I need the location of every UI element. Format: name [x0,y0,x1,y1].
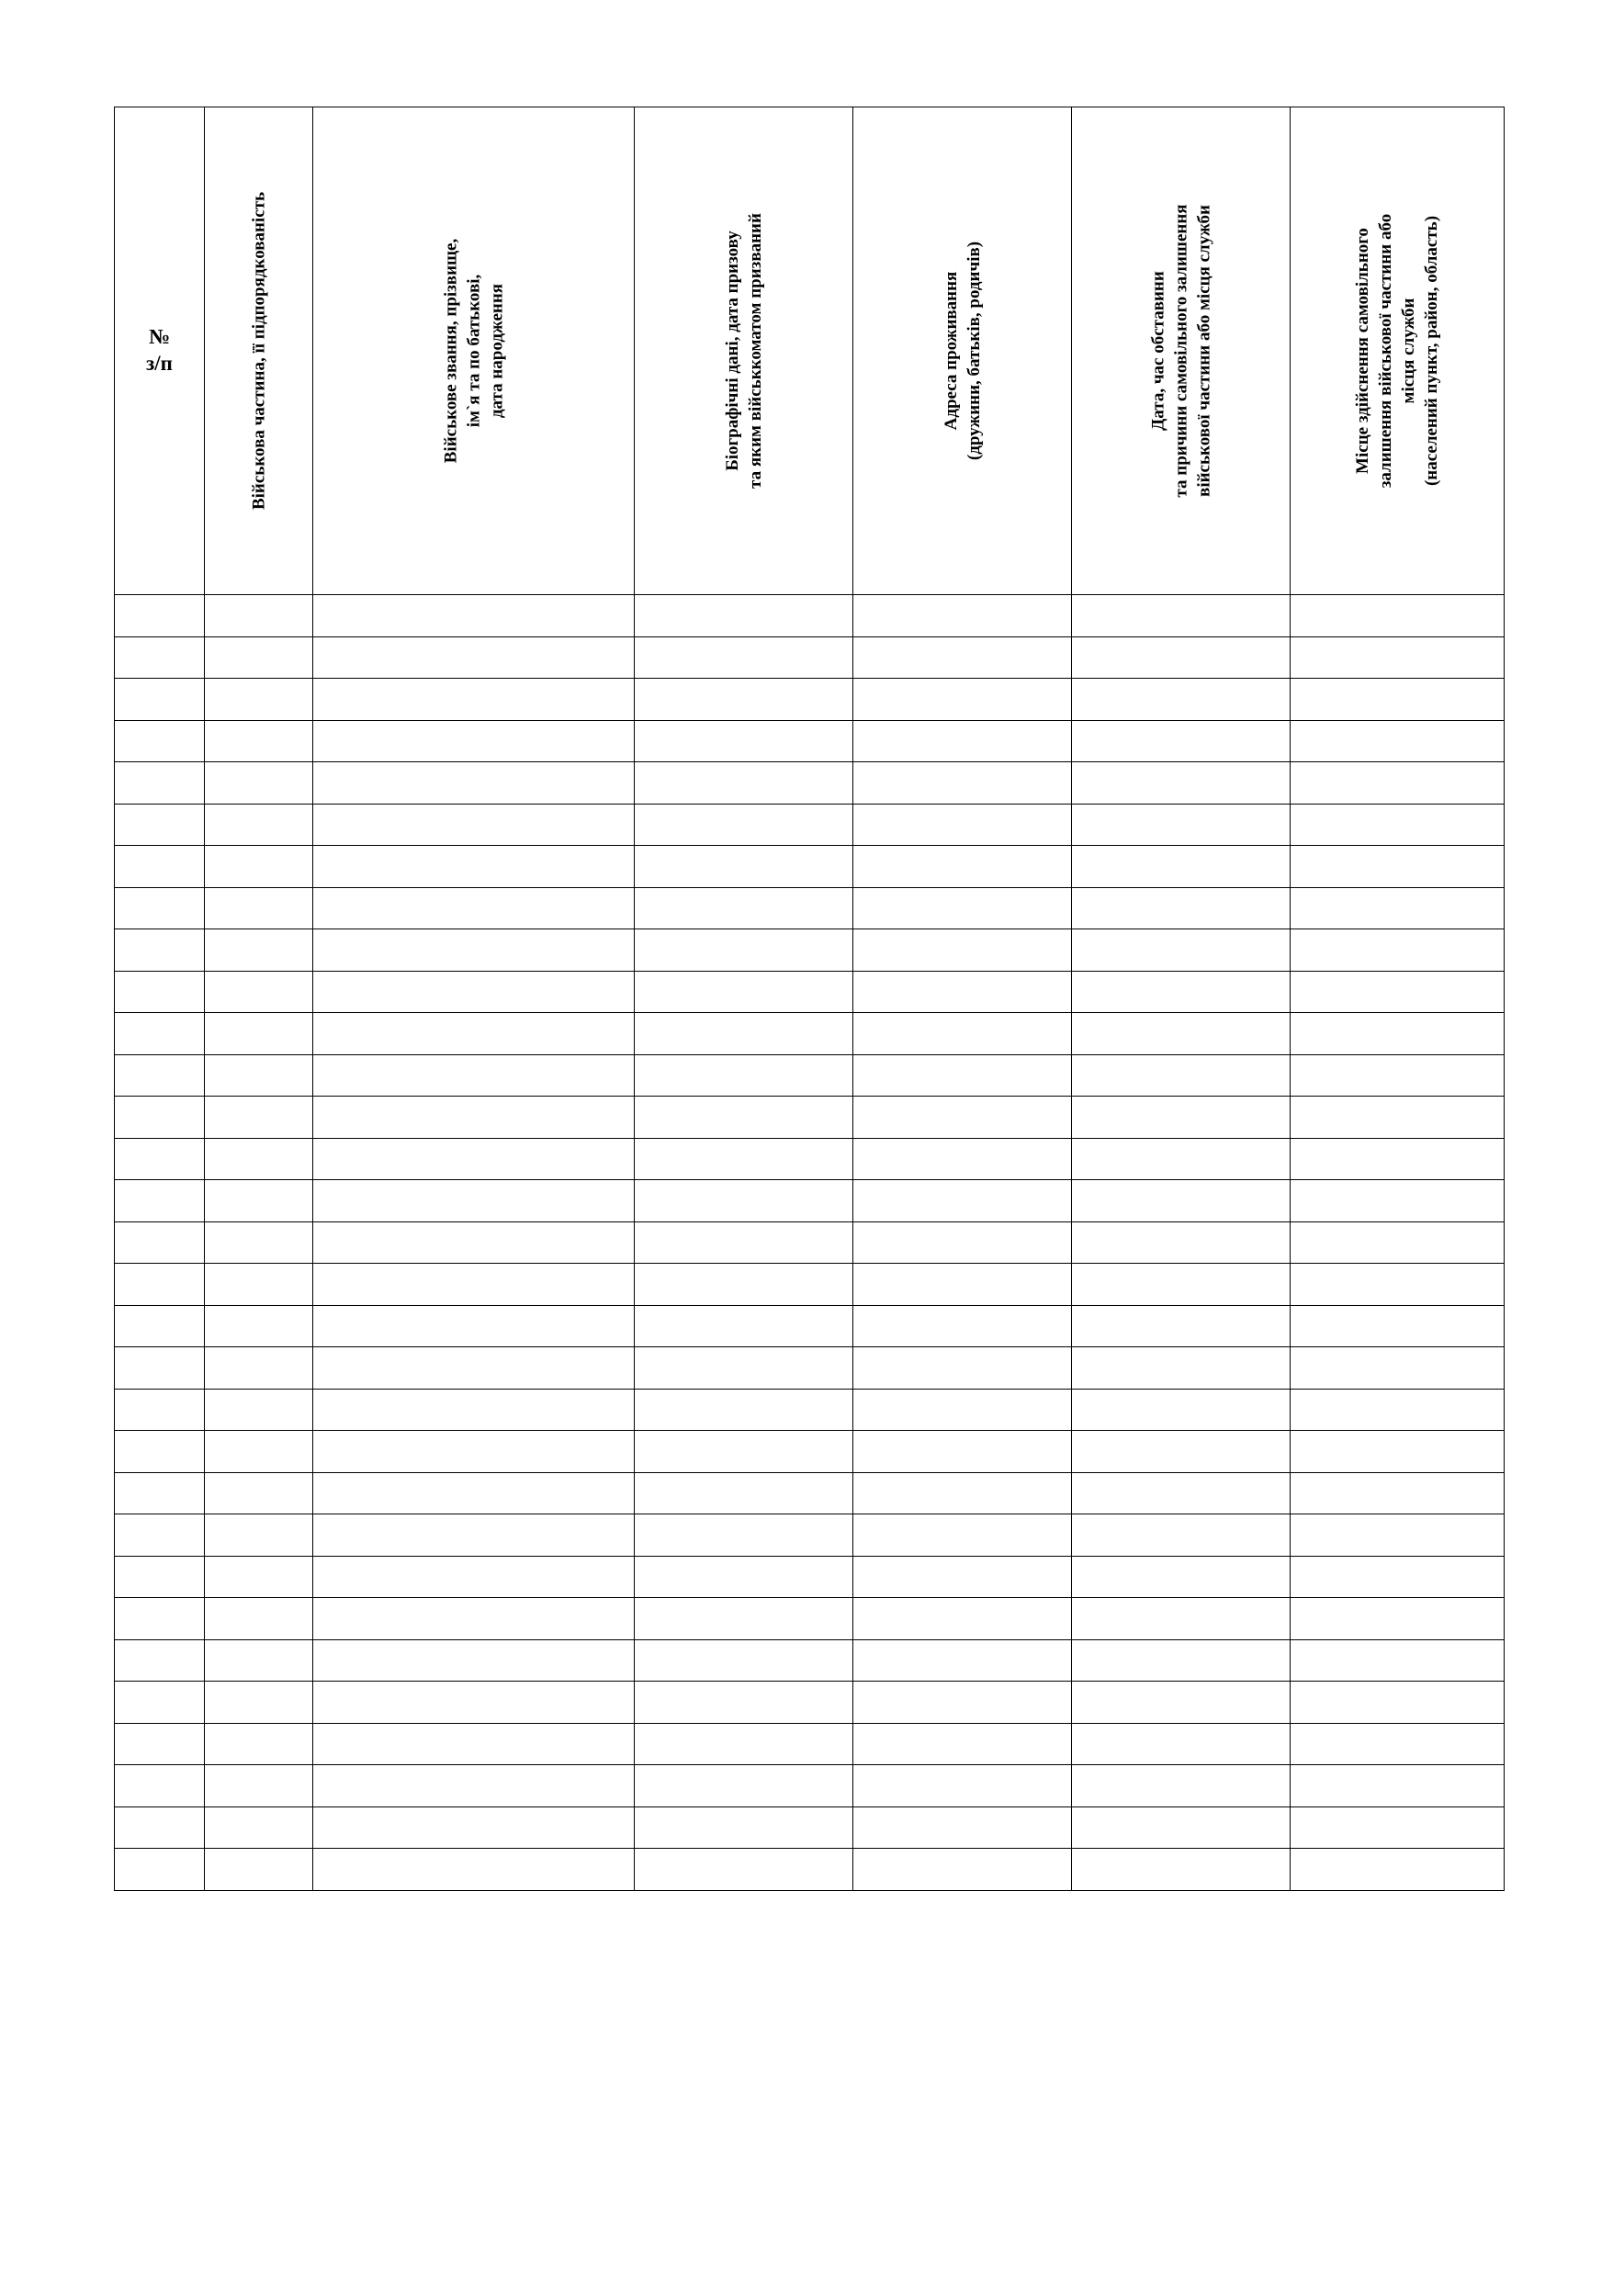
table-row [115,846,1505,888]
table-cell[interactable] [313,1054,635,1097]
table-cell[interactable] [853,1598,1072,1640]
table-cell[interactable] [1072,1305,1291,1347]
table-cell[interactable] [853,846,1072,888]
table-cell[interactable] [205,636,313,679]
table-cell[interactable] [313,762,635,805]
table-cell[interactable] [205,1723,313,1765]
table-cell[interactable] [205,1347,313,1390]
column-header-place-label [1351,214,1443,488]
table-cell[interactable] [1072,1013,1291,1055]
header-line: Військове звання, прізвище, [440,238,460,464]
table-cell[interactable] [635,1431,853,1473]
table-cell[interactable] [1291,1389,1505,1431]
table-cell[interactable] [1072,1514,1291,1557]
table-cell[interactable] [1291,1264,1505,1306]
table-row [115,595,1505,637]
table-cell[interactable] [115,1806,205,1849]
table-cell[interactable] [635,929,853,972]
table-cell[interactable] [313,720,635,762]
table-cell[interactable] [313,1138,635,1180]
table-cell[interactable] [853,1431,1072,1473]
table-cell[interactable] [635,1472,853,1514]
table-cell[interactable] [1291,1013,1505,1055]
table-row [115,1264,1505,1306]
table-cell[interactable] [205,1389,313,1431]
table-cell[interactable] [115,1431,205,1473]
table-cell[interactable] [115,1054,205,1097]
table-cell[interactable] [635,636,853,679]
table-row [115,1514,1505,1557]
table-cell[interactable] [1291,1431,1505,1473]
table-cell[interactable] [635,887,853,929]
table-cell[interactable] [1072,1180,1291,1222]
header-line: з/п [146,352,173,375]
table-row [115,636,1505,679]
header-line: (населений пункт, район, область) [1422,215,1442,487]
table-cell[interactable] [115,679,205,721]
table-cell[interactable] [1291,1472,1505,1514]
table-cell[interactable] [1291,762,1505,805]
table-cell[interactable] [1291,804,1505,846]
table-row [115,762,1505,805]
table-cell[interactable] [853,1389,1072,1431]
table-cell[interactable] [205,887,313,929]
table-cell[interactable] [205,804,313,846]
table-cell[interactable] [635,846,853,888]
column-header-address [853,107,1072,595]
table-cell[interactable] [1072,1723,1291,1765]
header-line: (дружини, батьків, родичів) [964,241,984,461]
table-cell[interactable] [205,1682,313,1724]
table-cell[interactable] [115,1138,205,1180]
table-row [115,1138,1505,1180]
table-cell[interactable] [853,1639,1072,1682]
table-cell[interactable] [205,762,313,805]
table-cell[interactable] [1291,1765,1505,1807]
registry-table-container [114,107,1504,1891]
table-cell[interactable] [115,762,205,805]
table-cell[interactable] [853,679,1072,721]
table-cell[interactable] [205,1849,313,1891]
table-cell[interactable] [115,1514,205,1557]
table-cell[interactable] [205,679,313,721]
table-row [115,1305,1505,1347]
table-cell[interactable] [853,1264,1072,1306]
table-cell[interactable] [1291,1305,1505,1347]
table-cell[interactable] [313,679,635,721]
table-cell[interactable] [115,1347,205,1390]
table-cell[interactable] [635,1514,853,1557]
table-cell[interactable] [115,1264,205,1306]
table-cell[interactable] [115,1723,205,1765]
table-cell[interactable] [1072,1682,1291,1724]
table-cell[interactable] [313,1347,635,1390]
table-row [115,1221,1505,1264]
table-cell[interactable] [205,971,313,1013]
table-cell[interactable] [635,1849,853,1891]
table-row [115,1806,1505,1849]
table-cell[interactable] [853,1849,1072,1891]
table-cell[interactable] [115,1389,205,1431]
table-cell[interactable] [1072,1598,1291,1640]
table-cell[interactable] [1291,929,1505,972]
table-cell[interactable] [1291,595,1505,637]
table-cell[interactable] [1072,1639,1291,1682]
table-row [115,1347,1505,1390]
header-line: місця служби [1399,298,1418,404]
table-cell[interactable] [635,595,853,637]
table-cell[interactable] [635,1598,853,1640]
table-row [115,1097,1505,1139]
table-cell[interactable] [205,1180,313,1222]
table-cell[interactable] [115,1097,205,1139]
table-cell[interactable] [635,1054,853,1097]
table-cell[interactable] [115,846,205,888]
table-cell[interactable] [1072,1556,1291,1598]
table-cell[interactable] [313,1180,635,1222]
table-cell[interactable] [205,1472,313,1514]
table-cell[interactable] [635,720,853,762]
table-cell[interactable] [205,720,313,762]
table-cell[interactable] [1072,595,1291,637]
table-cell[interactable] [115,720,205,762]
table-cell[interactable] [853,1180,1072,1222]
table-row [115,1054,1505,1097]
table-cell[interactable] [1072,1389,1291,1431]
table-cell[interactable] [313,1639,635,1682]
table-cell[interactable] [853,1138,1072,1180]
table-cell[interactable] [115,1221,205,1264]
table-cell[interactable] [1072,1431,1291,1473]
table-cell[interactable] [205,1221,313,1264]
table-cell[interactable] [1291,636,1505,679]
table-cell[interactable] [1291,1097,1505,1139]
column-header-date-circumstances-label [1146,204,1215,497]
table-cell[interactable] [635,1264,853,1306]
table-row [115,1723,1505,1765]
table-cell[interactable] [853,1765,1072,1807]
table-cell[interactable] [635,971,853,1013]
table-cell[interactable] [115,1765,205,1807]
table-cell[interactable] [1072,679,1291,721]
table-cell[interactable] [635,804,853,846]
table-cell[interactable] [1072,720,1291,762]
table-cell[interactable] [1291,1514,1505,1557]
table-cell[interactable] [635,1389,853,1431]
table-cell[interactable] [853,1806,1072,1849]
table-cell[interactable] [1072,1472,1291,1514]
table-cell[interactable] [205,1556,313,1598]
table-cell[interactable] [205,1054,313,1097]
table-cell[interactable] [1072,636,1291,679]
table-cell[interactable] [853,720,1072,762]
table-cell[interactable] [635,1347,853,1390]
table-cell[interactable] [205,1639,313,1682]
table-cell[interactable] [1072,1347,1291,1390]
column-header-num [115,107,205,595]
table-cell[interactable] [635,1723,853,1765]
table-row [115,1682,1505,1724]
table-row [115,1639,1505,1682]
table-cell[interactable] [313,929,635,972]
table-cell[interactable] [635,1806,853,1849]
table-row [115,971,1505,1013]
table-cell[interactable] [1291,971,1505,1013]
table-row [115,929,1505,972]
table-cell[interactable] [115,1639,205,1682]
table-cell[interactable] [1072,971,1291,1013]
table-cell[interactable] [1072,762,1291,805]
table-cell[interactable] [313,1431,635,1473]
table-cell[interactable] [205,1097,313,1139]
table-cell[interactable] [205,1598,313,1640]
table-cell[interactable] [313,1514,635,1557]
table-cell[interactable] [853,595,1072,637]
table-row [115,1472,1505,1514]
table-cell[interactable] [313,887,635,929]
table-cell[interactable] [115,887,205,929]
header-line: ім`я та по батькові, [463,274,483,428]
header-line: військової частини або місця служби [1194,205,1214,497]
table-row [115,1389,1505,1431]
table-cell[interactable] [853,1097,1072,1139]
table-row [115,1431,1505,1473]
table-cell[interactable] [313,1305,635,1347]
table-cell[interactable] [313,1264,635,1306]
table-cell[interactable] [313,1806,635,1849]
table-cell[interactable] [313,1598,635,1640]
table-cell[interactable] [1291,1138,1505,1180]
table-cell[interactable] [313,846,635,888]
table-cell[interactable] [635,762,853,805]
table-cell[interactable] [853,1305,1072,1347]
table-cell[interactable] [1291,1723,1505,1765]
table-row [115,1013,1505,1055]
table-cell[interactable] [1291,887,1505,929]
table-cell[interactable] [1072,1264,1291,1306]
table-cell[interactable] [1291,1598,1505,1640]
table-cell[interactable] [853,1347,1072,1390]
table-cell[interactable] [205,595,313,637]
table-cell[interactable] [205,1264,313,1306]
table-cell[interactable] [313,1472,635,1514]
table-cell[interactable] [635,1682,853,1724]
column-header-unit-label [247,192,270,510]
table-header-row [115,107,1505,595]
table-cell[interactable] [313,1682,635,1724]
table-row [115,1598,1505,1640]
header-line: залишення військової частини або [1375,213,1395,489]
table-cell[interactable] [853,1514,1072,1557]
table-row [115,1849,1505,1891]
table-cell[interactable] [313,1556,635,1598]
table-cell[interactable] [115,1556,205,1598]
table-cell[interactable] [635,1765,853,1807]
header-line: та яким військкоматом призваний [745,213,765,489]
table-cell[interactable] [1291,1180,1505,1222]
table-cell[interactable] [1072,1054,1291,1097]
column-header-unit [205,107,313,595]
table-cell[interactable] [205,1514,313,1557]
table-cell[interactable] [635,1097,853,1139]
table-cell[interactable] [853,1221,1072,1264]
table-cell[interactable] [115,636,205,679]
table-cell[interactable] [313,1013,635,1055]
table-cell[interactable] [115,1180,205,1222]
table-row [115,1765,1505,1807]
table-cell[interactable] [635,1138,853,1180]
table-cell[interactable] [115,595,205,637]
table-cell[interactable] [853,1723,1072,1765]
table-cell[interactable] [853,1054,1072,1097]
table-row [115,804,1505,846]
table-cell[interactable] [1072,1097,1291,1139]
table-cell[interactable] [205,1765,313,1807]
table-cell[interactable] [853,1472,1072,1514]
table-cell[interactable] [313,1765,635,1807]
table-cell[interactable] [1291,720,1505,762]
column-header-bio-data-label [720,213,766,489]
column-header-address-label [939,242,985,460]
table-cell[interactable] [1291,1347,1505,1390]
table-cell[interactable] [1291,1221,1505,1264]
table-cell[interactable] [313,1849,635,1891]
table-cell[interactable] [1291,846,1505,888]
table-row [115,679,1505,721]
table-cell[interactable] [853,929,1072,972]
header-line: Місце здійснення самовільного [1352,228,1372,474]
table-cell[interactable] [313,804,635,846]
table-cell[interactable] [1291,1682,1505,1724]
table-cell[interactable] [853,1013,1072,1055]
table-body [115,595,1505,1891]
table-cell[interactable] [635,1305,853,1347]
table-cell[interactable] [313,1221,635,1264]
table-cell[interactable] [853,1682,1072,1724]
table-row [115,887,1505,929]
table-cell[interactable] [1291,1806,1505,1849]
table-cell[interactable] [635,1013,853,1055]
table-cell[interactable] [205,1305,313,1347]
table-cell[interactable] [853,887,1072,929]
table-cell[interactable] [1072,1806,1291,1849]
table-cell[interactable] [1072,929,1291,972]
table-cell[interactable] [205,1431,313,1473]
column-header-bio-data [635,107,853,595]
table-cell[interactable] [313,636,635,679]
table-cell[interactable] [115,1013,205,1055]
table-cell[interactable] [115,1472,205,1514]
table-cell[interactable] [635,1556,853,1598]
table-cell[interactable] [115,804,205,846]
table-cell[interactable] [205,846,313,888]
table-cell[interactable] [205,1013,313,1055]
table-cell[interactable] [1291,1639,1505,1682]
table-cell[interactable] [853,971,1072,1013]
table-cell[interactable] [313,971,635,1013]
table-cell[interactable] [1072,1138,1291,1180]
table-cell[interactable] [853,762,1072,805]
header-line: Військова частина, її підпорядкованість [248,191,268,511]
table-cell[interactable] [115,971,205,1013]
table-cell[interactable] [1291,1054,1505,1097]
table-row [115,1180,1505,1222]
column-header-date-circumstances [1072,107,1291,595]
header-line: № [148,325,171,349]
table-cell[interactable] [853,804,1072,846]
table-cell[interactable] [1291,679,1505,721]
table-cell[interactable] [115,1682,205,1724]
column-header-num-label [115,324,204,377]
table-cell[interactable] [853,636,1072,679]
table-cell[interactable] [1072,804,1291,846]
table-cell[interactable] [635,1221,853,1264]
table-row [115,1556,1505,1598]
table-cell[interactable] [1072,1221,1291,1264]
header-line: Біографічні дані, дата призову [722,231,742,471]
registry-table [114,107,1505,1891]
table-cell[interactable] [205,1138,313,1180]
table-cell[interactable] [1072,887,1291,929]
table-cell[interactable] [205,929,313,972]
column-header-rank-name [313,107,635,595]
table-cell[interactable] [1291,1556,1505,1598]
column-header-place [1291,107,1505,595]
table-cell[interactable] [313,1097,635,1139]
column-header-rank-name-label [439,239,508,463]
table-cell[interactable] [853,1556,1072,1598]
table-cell[interactable] [635,1639,853,1682]
table-cell[interactable] [115,1849,205,1891]
header-line: Адреса проживання [941,271,961,431]
table-header [115,107,1505,595]
table-cell[interactable] [313,595,635,637]
table-row [115,720,1505,762]
table-cell[interactable] [115,929,205,972]
table-cell[interactable] [115,1305,205,1347]
header-line: та причини самовільного залишення [1170,204,1190,498]
table-cell[interactable] [1072,846,1291,888]
table-cell[interactable] [1072,1765,1291,1807]
table-cell[interactable] [205,1806,313,1849]
header-line: Дата, час обставини [1147,271,1167,431]
table-cell[interactable] [313,1389,635,1431]
table-cell[interactable] [1072,1849,1291,1891]
table-cell[interactable] [1291,1849,1505,1891]
table-cell[interactable] [313,1723,635,1765]
table-cell[interactable] [635,679,853,721]
table-cell[interactable] [635,1180,853,1222]
table-cell[interactable] [115,1598,205,1640]
header-line: дата народження [487,283,507,419]
